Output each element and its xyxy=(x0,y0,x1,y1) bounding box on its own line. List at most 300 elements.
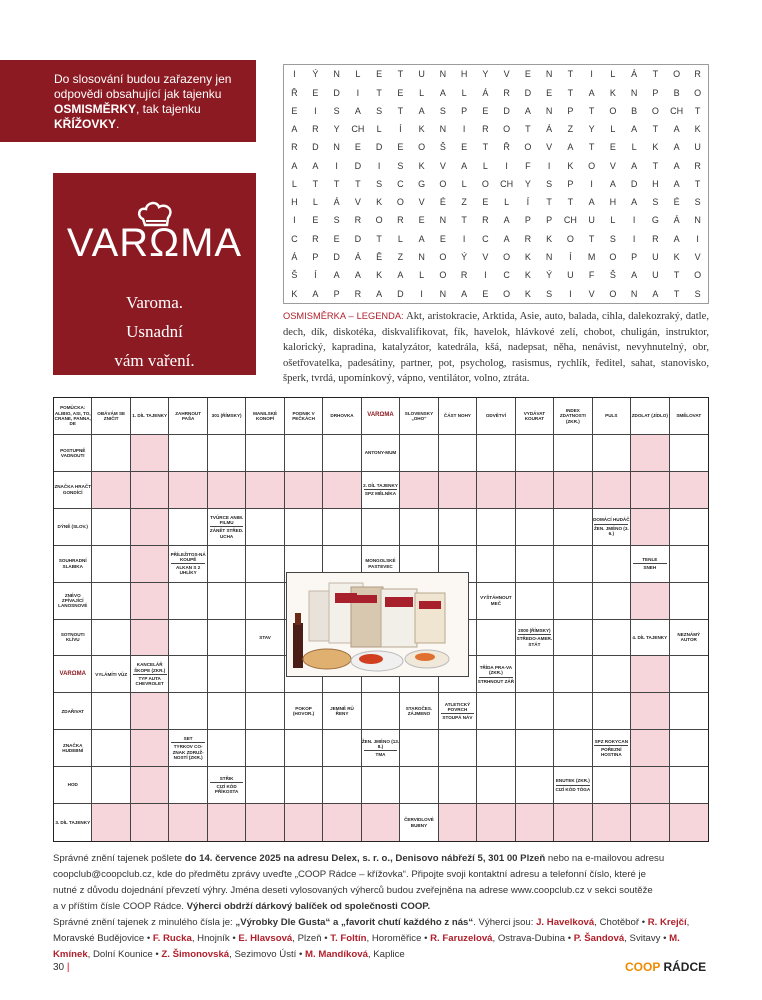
answer-cell[interactable] xyxy=(208,620,246,657)
left-clue: DÝNĚ (SLOV.) xyxy=(54,509,92,546)
answer-cell[interactable] xyxy=(631,767,669,804)
osmismerka-grid xyxy=(283,64,709,304)
answer-cell[interactable] xyxy=(362,693,400,730)
osm-letter: N xyxy=(439,288,447,299)
answer-cell[interactable] xyxy=(554,435,592,472)
answer-cell[interactable] xyxy=(516,693,554,730)
answer-cell[interactable] xyxy=(400,435,438,472)
answer-cell[interactable] xyxy=(593,693,631,730)
winner-city: , Sezimovo Ústí • xyxy=(229,949,306,960)
answer-cell[interactable] xyxy=(285,730,323,767)
osm-letter: N xyxy=(545,106,553,116)
answer-cell[interactable] xyxy=(285,509,323,546)
osm-letter: I xyxy=(293,69,296,80)
answer-cell[interactable] xyxy=(169,693,207,730)
osm-letter: D xyxy=(333,251,340,262)
answer-cell[interactable] xyxy=(554,656,592,693)
answer-cell[interactable] xyxy=(439,509,477,546)
header-clue: OBÁVÁM SE ZNIČIT xyxy=(92,398,130,435)
osm-letter: T xyxy=(652,69,659,80)
answer-cell[interactable] xyxy=(169,435,207,472)
osm-letter: P xyxy=(461,106,468,116)
answer-cell[interactable] xyxy=(593,472,631,509)
osm-letter: G xyxy=(651,215,659,226)
osm-letter: Á xyxy=(333,197,340,208)
answer-cell[interactable] xyxy=(131,583,169,620)
answer-cell[interactable] xyxy=(439,435,477,472)
osm-letter: É xyxy=(673,197,680,208)
answer-cell[interactable] xyxy=(131,730,169,767)
answer-cell[interactable] xyxy=(516,509,554,546)
answer-cell[interactable] xyxy=(131,472,169,509)
osm-letter: L xyxy=(610,69,616,80)
answer-cell[interactable] xyxy=(631,509,669,546)
osm-letter: N xyxy=(630,288,638,299)
osm-letter: C xyxy=(482,233,489,244)
osm-letter: I xyxy=(632,233,636,244)
clue-text: PŘÍLEŽITOS-NÁ KOUPĚ xyxy=(170,551,206,562)
osm-letter: A xyxy=(503,233,510,244)
answer-cell[interactable] xyxy=(92,804,130,841)
osm-letter: O xyxy=(651,106,659,116)
osm-letter: O xyxy=(418,142,426,153)
clue-text: ZÁNĚT STŘED. UCHA xyxy=(209,528,244,539)
clue-text: SPZ MĚLNÍKA xyxy=(364,491,397,497)
inner-clue xyxy=(246,620,284,657)
osm-letter: V xyxy=(482,251,489,262)
answer-cell[interactable] xyxy=(439,730,477,767)
osm-letter: A xyxy=(439,87,446,98)
answer-cell[interactable] xyxy=(400,767,438,804)
answer-cell[interactable] xyxy=(285,804,323,841)
instr-prize: Výherci obdrží dárkový balíček od společnosti COOP. xyxy=(186,901,431,912)
osm-letter: T xyxy=(482,142,489,153)
answer-cell[interactable] xyxy=(439,767,477,804)
osm-letter: Á xyxy=(673,215,680,226)
answer-cell[interactable] xyxy=(246,472,284,509)
osm-letter: T xyxy=(461,215,467,226)
osm-letter: E xyxy=(397,87,404,98)
answer-cell[interactable] xyxy=(246,546,284,583)
answer-cell[interactable] xyxy=(477,472,515,509)
answer-cell[interactable] xyxy=(208,472,246,509)
osm-letter: I xyxy=(696,233,699,244)
answer-cell[interactable] xyxy=(285,472,323,509)
inner-clue xyxy=(92,656,130,693)
osm-row xyxy=(284,65,709,84)
osm-letter: N xyxy=(545,251,553,262)
osm-letter: T xyxy=(567,197,574,208)
osm-letter: V xyxy=(694,251,701,262)
osm-letter: E xyxy=(312,215,319,226)
answer-cell[interactable] xyxy=(92,693,130,730)
answer-cell[interactable] xyxy=(593,620,631,657)
inner-clue xyxy=(400,693,438,730)
answer-cell[interactable] xyxy=(169,656,207,693)
answer-cell[interactable] xyxy=(631,804,669,841)
clue-text: VYŠTÁHNOUT MEČ xyxy=(480,595,512,606)
answer-cell[interactable] xyxy=(439,804,477,841)
answer-cell[interactable] xyxy=(246,656,284,693)
answer-cell[interactable] xyxy=(131,620,169,657)
answer-cell[interactable] xyxy=(208,435,246,472)
clue-text: SNEH xyxy=(643,565,657,571)
inner-clue xyxy=(631,546,669,583)
clue-text: ENUTEK (ZKR.) xyxy=(555,778,590,784)
answer-cell[interactable] xyxy=(169,767,207,804)
osm-letter: V xyxy=(588,288,595,299)
instructions xyxy=(53,851,709,963)
answer-cell[interactable] xyxy=(362,767,400,804)
osm-letter: C xyxy=(291,233,298,244)
osm-letter: O xyxy=(503,124,511,135)
intro-mid: , tak tajenku xyxy=(136,102,201,116)
osm-letter: A xyxy=(673,178,680,189)
header-clue: MANILSKÉ KONOPÍ xyxy=(246,398,284,435)
osm-letter: A xyxy=(631,124,638,135)
osm-letter: D xyxy=(503,106,510,116)
osm-letter: T xyxy=(397,106,404,116)
answer-cell[interactable] xyxy=(246,509,284,546)
osm-letter: N xyxy=(545,69,553,80)
osm-letter: Í xyxy=(314,270,317,281)
clue-text: TVŮRCE ANIM. FILMU xyxy=(210,514,244,525)
osm-row xyxy=(284,102,709,120)
osm-letter: A xyxy=(312,160,319,171)
osm-letter: E xyxy=(291,106,298,116)
answer-cell[interactable] xyxy=(631,435,669,472)
osm-letter: Z xyxy=(567,124,574,135)
osm-letter: T xyxy=(588,233,595,244)
answer-cell[interactable] xyxy=(323,472,361,509)
left-clue: SOUHRADNÍ SLABIKA xyxy=(54,546,92,583)
osm-letter: O xyxy=(396,197,404,208)
answer-cell[interactable] xyxy=(670,804,708,841)
osm-letter: R xyxy=(694,160,701,171)
answer-cell[interactable] xyxy=(631,583,669,620)
winner-name: T. Foltín xyxy=(330,933,367,944)
answer-cell[interactable] xyxy=(208,693,246,730)
osm-letter: S xyxy=(376,178,383,189)
clue-text: TŘÍDA PRA-VA (ZKR.) xyxy=(479,664,513,676)
clue-separator xyxy=(171,563,205,564)
winner-name: F. Rucka xyxy=(152,933,192,944)
answer-cell[interactable] xyxy=(631,730,669,767)
answer-cell[interactable] xyxy=(92,767,130,804)
osm-letter: I xyxy=(356,87,360,98)
answer-cell[interactable] xyxy=(477,730,515,767)
osm-letter: R xyxy=(291,142,298,153)
clue-text: TENLE xyxy=(642,556,658,562)
winner-name: M. Mandíková xyxy=(305,949,368,960)
answer-cell[interactable] xyxy=(169,509,207,546)
answer-cell[interactable] xyxy=(208,730,246,767)
answer-cell[interactable] xyxy=(362,804,400,841)
clue-text: 4. DÍL TAJENKY xyxy=(632,634,668,640)
answer-cell[interactable] xyxy=(169,804,207,841)
answer-cell[interactable] xyxy=(670,472,708,509)
answer-cell[interactable] xyxy=(131,546,169,583)
answer-cell[interactable] xyxy=(631,472,669,509)
osm-letter: D xyxy=(524,87,532,98)
osm-letter: CH xyxy=(500,178,514,189)
osm-letter: Š xyxy=(291,270,298,281)
osm-letter: F xyxy=(525,160,531,171)
answer-cell[interactable] xyxy=(516,767,554,804)
instr-text-2: nebo na e-mailovou adresu xyxy=(545,853,665,864)
answer-cell[interactable] xyxy=(131,804,169,841)
left-clue: 3. DÍL TAJENKY xyxy=(54,804,92,841)
answer-cell[interactable] xyxy=(92,620,130,657)
osm-letter: A xyxy=(291,160,298,171)
answer-cell[interactable] xyxy=(516,472,554,509)
inner-clue xyxy=(400,804,438,841)
answer-cell[interactable] xyxy=(670,546,708,583)
osm-letter: O xyxy=(503,251,511,262)
answer-cell[interactable] xyxy=(554,693,592,730)
answer-cell[interactable] xyxy=(400,472,438,509)
answer-cell[interactable] xyxy=(400,730,438,767)
header-clue: ZDOLAT (JÍDLO) xyxy=(631,398,669,435)
answer-cell[interactable] xyxy=(554,509,592,546)
osm-letter: T xyxy=(588,142,595,153)
osm-letter: L xyxy=(461,178,467,189)
page-number: 30 | xyxy=(53,962,70,973)
osm-letter: H xyxy=(291,197,298,208)
answer-cell[interactable] xyxy=(477,767,515,804)
answer-cell[interactable] xyxy=(554,546,592,583)
osm-letter: L xyxy=(610,124,616,135)
osm-letter: T xyxy=(525,124,531,135)
answer-cell[interactable] xyxy=(516,730,554,767)
osm-letter: K xyxy=(546,233,553,244)
osm-letter: U xyxy=(694,142,701,153)
answer-cell[interactable] xyxy=(593,804,631,841)
answer-cell[interactable] xyxy=(477,509,515,546)
osm-letter: I xyxy=(462,233,466,244)
answer-cell[interactable] xyxy=(208,546,246,583)
winner-name: R. Faruzelová xyxy=(430,933,493,944)
winner-name: M. Kmínek xyxy=(53,933,680,960)
answer-cell[interactable] xyxy=(323,804,361,841)
answer-cell[interactable] xyxy=(92,546,130,583)
osm-letter: Á xyxy=(631,69,638,80)
osm-letter: P xyxy=(567,106,574,116)
osm-letter: V xyxy=(439,160,446,171)
clue-separator xyxy=(479,677,513,678)
answer-cell[interactable] xyxy=(670,435,708,472)
answer-cell[interactable] xyxy=(246,804,284,841)
left-clue: POSTUPNĚ VADNOUTI xyxy=(54,435,92,472)
header-clue: 301 (ŘÍMSKY) xyxy=(208,398,246,435)
varoma-logo: VARΩMA xyxy=(66,221,243,265)
answer-cell[interactable] xyxy=(670,583,708,620)
osm-letter: G xyxy=(418,178,426,189)
answer-cell[interactable] xyxy=(131,435,169,472)
clue-text: TMA xyxy=(375,752,386,758)
answer-cell[interactable] xyxy=(554,730,592,767)
answer-cell[interactable] xyxy=(92,730,130,767)
answer-cell[interactable] xyxy=(208,583,246,620)
answer-cell[interactable] xyxy=(400,509,438,546)
answer-cell[interactable] xyxy=(169,583,207,620)
answer-cell[interactable] xyxy=(362,509,400,546)
osm-letter: O xyxy=(694,270,702,281)
osm-letter: B xyxy=(631,106,638,116)
answer-cell[interactable] xyxy=(516,435,554,472)
osm-letter: C xyxy=(503,270,510,281)
answer-cell[interactable] xyxy=(246,730,284,767)
osm-letter: I xyxy=(505,160,508,171)
answer-cell[interactable] xyxy=(208,656,246,693)
answer-cell[interactable] xyxy=(439,472,477,509)
header-clue: SLOVENSKY „OHO“ xyxy=(400,398,438,435)
answer-cell[interactable] xyxy=(246,767,284,804)
osm-letter: N xyxy=(630,87,638,98)
osm-letter: CH xyxy=(351,124,365,135)
osm-letter: A xyxy=(503,215,510,226)
answer-cell[interactable] xyxy=(169,472,207,509)
osm-letter: Y xyxy=(333,124,340,135)
osm-letter: O xyxy=(375,215,383,226)
answer-cell[interactable] xyxy=(670,730,708,767)
answer-cell[interactable] xyxy=(516,804,554,841)
osm-letter: Y xyxy=(482,69,489,80)
osm-letter: O xyxy=(503,288,511,299)
answer-cell[interactable] xyxy=(92,583,130,620)
inner-clue xyxy=(593,509,631,546)
answer-cell[interactable] xyxy=(92,435,130,472)
answer-cell[interactable] xyxy=(516,583,554,620)
answer-cell[interactable] xyxy=(670,509,708,546)
answer-cell[interactable] xyxy=(92,472,130,509)
osm-letter: U xyxy=(567,270,574,281)
answer-cell[interactable] xyxy=(323,730,361,767)
osm-letter: T xyxy=(312,178,319,189)
osm-letter: I xyxy=(590,178,593,189)
clue-text: 2000 (ŘÍMSKY) xyxy=(518,628,551,633)
osm-letter: I xyxy=(314,106,317,116)
product-photo xyxy=(286,572,469,677)
osm-letter: Í xyxy=(399,124,402,135)
osm-letter: S xyxy=(694,197,701,208)
osm-letter: D xyxy=(397,288,404,299)
clue-separator xyxy=(633,563,667,564)
answer-cell[interactable] xyxy=(554,583,592,620)
clue-separator xyxy=(364,750,398,751)
answer-cell[interactable] xyxy=(323,767,361,804)
answer-cell[interactable] xyxy=(169,620,207,657)
answer-cell[interactable] xyxy=(593,767,631,804)
osm-letter: I xyxy=(420,288,423,299)
answer-cell[interactable] xyxy=(477,804,515,841)
osm-letter: O xyxy=(588,160,596,171)
page-number-value: 30 xyxy=(53,962,65,973)
clue-text: KANCELÁŘ ŠKOPE (ZKR.) xyxy=(134,662,166,673)
osm-letter: Ý xyxy=(546,270,553,281)
winner-city: , Moravské Budějovice • xyxy=(53,917,690,944)
answer-cell[interactable] xyxy=(670,693,708,730)
answer-cell[interactable] xyxy=(323,435,361,472)
osm-letter: S xyxy=(333,215,340,226)
header-clue: VYDÁVAT KOURAT xyxy=(516,398,554,435)
intro-bold-krizovka: KŘÍŽOVKY xyxy=(54,117,117,131)
answer-cell[interactable] xyxy=(477,620,515,657)
clue-text: ALKAN S 2 UHLÍKY xyxy=(176,565,201,576)
answer-cell[interactable] xyxy=(246,583,284,620)
answer-cell[interactable] xyxy=(631,656,669,693)
osm-letter: Ř xyxy=(291,87,298,98)
osm-letter: Y xyxy=(588,124,595,135)
answer-cell[interactable] xyxy=(631,693,669,730)
varoma-promo xyxy=(53,173,256,375)
answer-cell[interactable] xyxy=(246,435,284,472)
answer-cell[interactable] xyxy=(131,693,169,730)
answer-cell[interactable] xyxy=(593,546,631,583)
answer-cell[interactable] xyxy=(208,804,246,841)
answer-cell[interactable] xyxy=(131,509,169,546)
winner-name: Z. Šimonovská xyxy=(161,949,230,960)
osm-letter: A xyxy=(609,178,616,189)
winner-city: , Chotěboř • xyxy=(594,917,648,928)
osm-letter: K xyxy=(418,160,425,171)
answer-cell[interactable] xyxy=(477,693,515,730)
answer-cell[interactable] xyxy=(593,435,631,472)
osm-letter: A xyxy=(631,270,638,281)
answer-cell[interactable] xyxy=(477,435,515,472)
osm-letter: U xyxy=(588,215,595,226)
answer-cell[interactable] xyxy=(246,693,284,730)
clue-text: JEMNĚ RŮ ŘENY xyxy=(330,705,354,717)
answer-cell[interactable] xyxy=(323,509,361,546)
osm-letter: R xyxy=(312,124,319,135)
left-clue: SOTNOUTI KLÍVU xyxy=(54,620,92,657)
slogan-line-2: Usnadní xyxy=(126,322,183,341)
answer-cell[interactable] xyxy=(516,656,554,693)
osm-letter: S xyxy=(397,160,404,171)
answer-cell[interactable] xyxy=(670,656,708,693)
osm-letter: K xyxy=(291,288,298,299)
answer-cell[interactable] xyxy=(554,472,592,509)
osm-letter: O xyxy=(566,233,574,244)
osm-letter: E xyxy=(312,87,319,98)
answer-cell[interactable] xyxy=(593,583,631,620)
osm-letter: Ě xyxy=(376,251,383,262)
osm-letter: C xyxy=(397,178,404,189)
answer-cell[interactable] xyxy=(593,656,631,693)
answer-cell[interactable] xyxy=(554,804,592,841)
inner-clue xyxy=(169,546,207,583)
inner-clue xyxy=(131,656,169,693)
osm-letter: CH xyxy=(563,215,577,226)
osm-letter: N xyxy=(333,142,340,153)
answer-cell[interactable] xyxy=(131,767,169,804)
osm-letter: P xyxy=(652,87,659,98)
answer-cell[interactable] xyxy=(516,546,554,583)
answer-cell[interactable] xyxy=(670,767,708,804)
osm-letter: T xyxy=(376,87,382,98)
answer-cell[interactable] xyxy=(285,435,323,472)
answer-cell[interactable] xyxy=(92,509,130,546)
osmismerka-legend xyxy=(283,309,709,387)
osm-letter: H xyxy=(609,197,617,208)
answer-cell[interactable] xyxy=(554,620,592,657)
inner-clue xyxy=(169,730,207,767)
answer-cell[interactable] xyxy=(477,546,515,583)
osm-row xyxy=(284,211,709,229)
osm-letter: S xyxy=(376,106,383,116)
answer-cell[interactable] xyxy=(285,767,323,804)
